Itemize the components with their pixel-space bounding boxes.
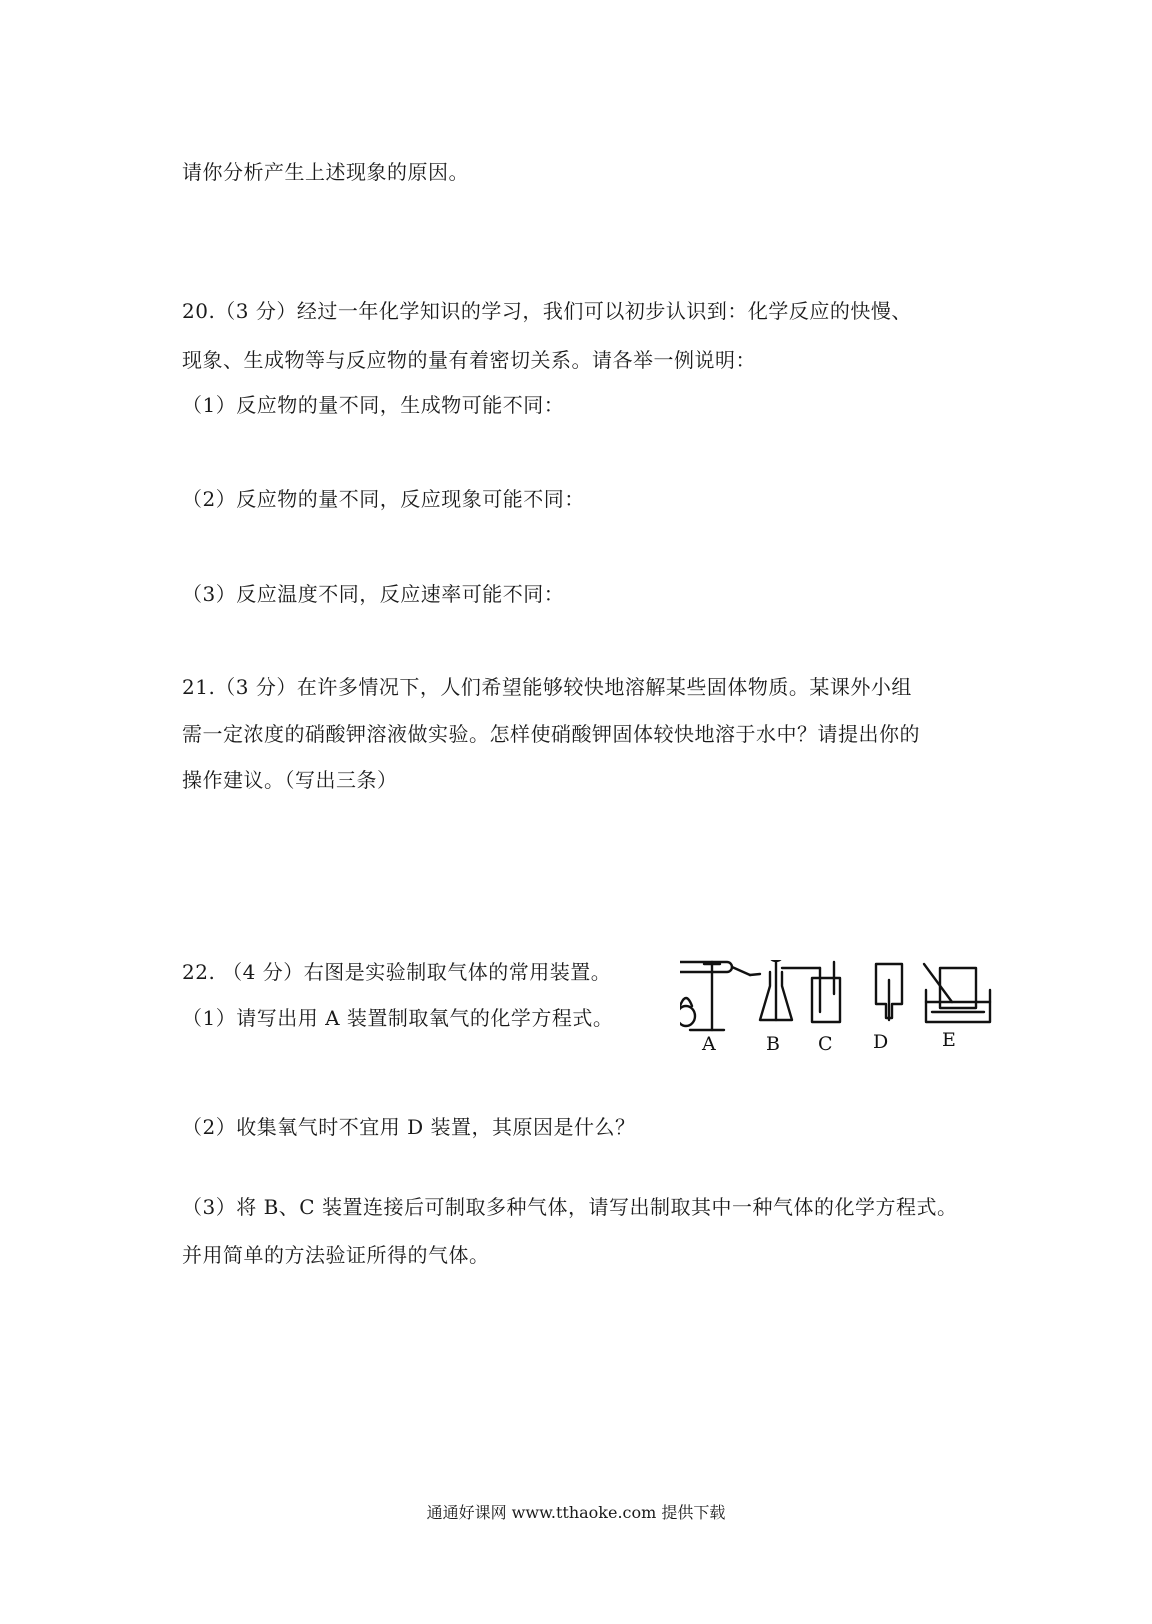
figure-label-b: B [766, 1033, 780, 1055]
figure-label-a: A [702, 1033, 716, 1055]
apparatus-c [812, 962, 840, 1022]
q22-item-3: （3）将 B、C 装置连接后可制取多种气体，请写出制取其中一种气体的化学方程式。 [182, 1195, 958, 1219]
q20-stem-line1: 20.（3 分）经过一年化学知识的学习，我们可以初步认识到：化学反应的快慢、 [182, 299, 912, 323]
figure-label-c: C [818, 1033, 833, 1055]
apparatus-a [680, 962, 760, 1030]
q20-item-2: （2）反应物的量不同，反应现象可能不同： [182, 487, 585, 511]
q22-item-3-line2: 并用简单的方法验证所得的气体。 [182, 1243, 490, 1267]
gas-apparatus-figure [680, 960, 1036, 1078]
q20-item-1: （1）反应物的量不同，生成物可能不同： [182, 393, 565, 417]
q22-item-2: （2）收集氧气时不宜用 D 装置，其原因是什么？ [182, 1115, 636, 1139]
apparatus-e [924, 964, 990, 1022]
page-footer: 通通好课网 www.tthaoke.com 提供下载 [426, 1503, 726, 1522]
q19-tail: 请你分析产生上述现象的原因。 [182, 160, 469, 184]
q21-line1: 21.（3 分）在许多情况下，人们希望能够较快地溶解某些固体物质。某课外小组 [182, 675, 912, 699]
figure-label-e: E [942, 1029, 956, 1051]
apparatus-d [876, 964, 902, 1020]
q20-stem-line2: 现象、生成物等与反应物的量有着密切关系。请各举一例说明： [182, 348, 756, 372]
q22-stem: 22. （4 分）右图是实验制取气体的常用装置。 [182, 960, 612, 984]
q20-item-3: （3）反应温度不同，反应速率可能不同： [182, 582, 565, 606]
q21-line3: 操作建议。（写出三条） [182, 768, 398, 792]
q22-item-1: （1）请写出用 A 装置制取氧气的化学方程式。 [182, 1006, 614, 1030]
figure-label-d: D [873, 1031, 889, 1053]
q21-line2: 需一定浓度的硝酸钾溶液做实验。怎样使硝酸钾固体较快地溶于水中？请提出你的 [182, 722, 920, 746]
